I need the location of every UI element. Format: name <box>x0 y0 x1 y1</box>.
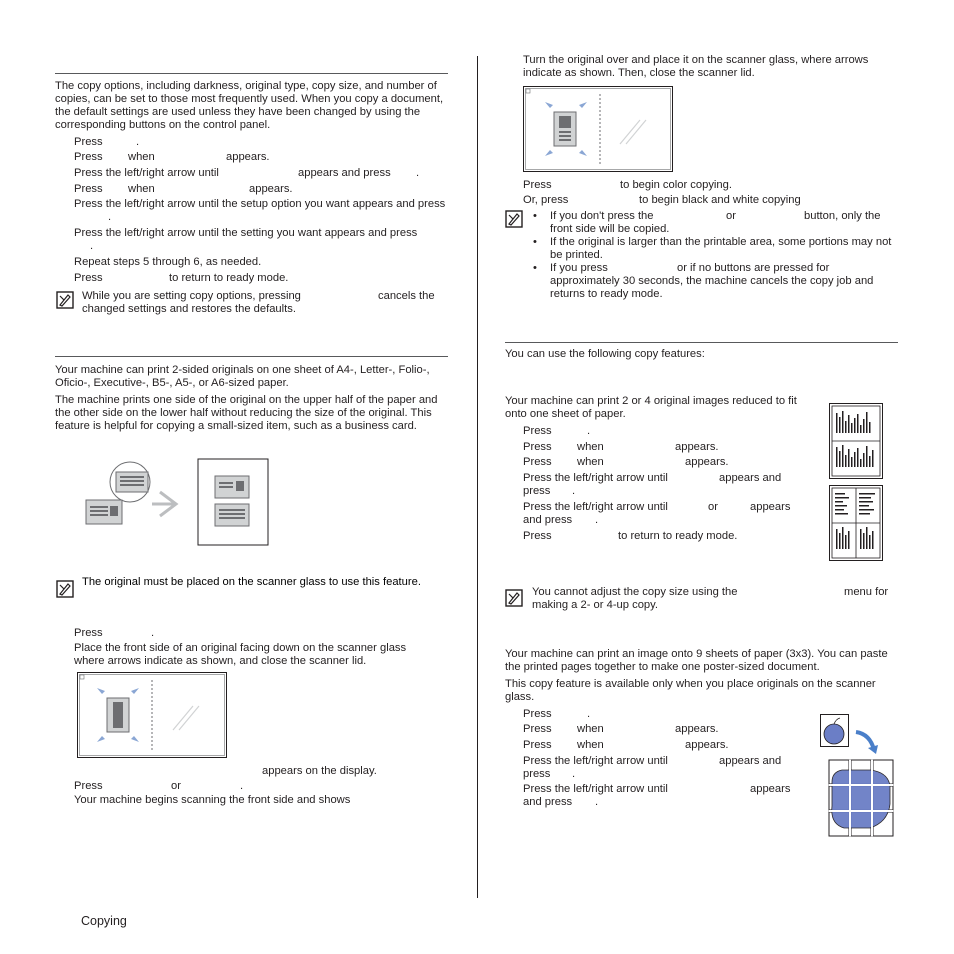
id-copy-illustration <box>82 456 272 548</box>
nup-step-6: Press to return to ready mode. <box>523 530 738 542</box>
color-start-instruction: Press to begin color copying. <box>523 179 732 191</box>
bullet-3: • If you press or if no buttons are pressed for approximately 30 seconds, the machine cancels the copy job and returns to ready mode. <box>533 262 874 300</box>
poster-paragraph-1: Your machine can print an image onto 9 sheets of paper (3x3). You can paste the printed pages together to make one poster-sized document. <box>505 648 888 673</box>
defaults-step-1: Press . <box>74 136 140 148</box>
poster-step-2: Press when appears. <box>523 723 719 735</box>
two-up-illustration <box>829 403 883 479</box>
poster-step-5: Press the left/right arrow until appears and press . <box>523 783 791 808</box>
features-intro: You can use the following copy features: <box>505 348 705 360</box>
bullet-2: • If the original is larger than the printable area, some portions may not be printed. <box>533 236 892 261</box>
nup-step-1: Press . <box>523 425 591 437</box>
nup-step-5: Press the left/right arrow until or appears and press . <box>523 501 791 526</box>
nup-step-2: Press when appears. <box>523 441 719 453</box>
nup-step-3: Press when appears. <box>523 456 729 468</box>
poster-paragraph-2: This copy feature is available only when you place originals on the scanner glass. <box>505 678 876 703</box>
scanner-glass-back-illustration <box>523 86 673 172</box>
defaults-step-6: Press the left/right arrow until the setting you want appears and press . <box>74 227 418 252</box>
id-copy-note: The original must be placed on the scanner glass to use this feature. <box>82 576 421 588</box>
section-rule-defaults <box>55 73 448 74</box>
id-step-2: Place the front side of an original facing down on the scanner glass where arrows indicate as shown, and close the scanner lid. <box>74 642 407 667</box>
note-icon <box>505 210 523 228</box>
defaults-step-4: Press when appears. <box>74 183 293 195</box>
scanner-glass-front-illustration <box>77 672 227 758</box>
four-up-illustration <box>829 485 883 561</box>
note-icon <box>56 291 74 309</box>
note-icon <box>56 580 74 598</box>
bw-start-instruction: Or, press to begin black and white copying <box>523 194 801 206</box>
defaults-step-7: Repeat steps 5 through 6, as needed. <box>74 256 262 268</box>
defaults-step-8: Press to return to ready mode. <box>74 272 289 284</box>
id-copy-paragraph-1: Your machine can print 2-sided originals on one sheet of A4-, Letter-, Folio-, Oficio-, Executive-, B5-, A5-, or A6-sized paper. <box>55 364 430 389</box>
defaults-intro-paragraph: The copy options, including darkness, original type, copy size, and number of copies, can be set to those most frequently used. When you copy a document, the default settings are used unless they have been changed by using the corresponding buttons on the control panel. <box>55 80 444 131</box>
poster-step-1: Press . <box>523 708 591 720</box>
note-icon <box>505 589 523 607</box>
id-step-1: Press . <box>74 627 155 639</box>
section-rule-id-copy <box>55 356 448 357</box>
column-divider <box>477 56 478 898</box>
section-rule-features <box>505 342 898 343</box>
id-step-4: Press or . <box>74 780 244 792</box>
poster-step-4: Press the left/right arrow until appears and press . <box>523 755 782 780</box>
id-step-3: appears on the display. <box>262 765 377 777</box>
nup-note: You cannot adjust the copy size using the menu for making a 2- or 4-up copy. <box>532 586 889 611</box>
turn-over-instruction: Turn the original over and place it on the scanner glass, where arrows indicate as shown. Then, close the scanner lid. <box>523 54 869 79</box>
defaults-note: While you are setting copy options, pressing cancels the changed settings and restores the defaults. <box>82 290 435 315</box>
nup-step-4: Press the left/right arrow until appears and press . <box>523 472 782 497</box>
footer-label: Copying <box>81 914 127 928</box>
id-step-5: Your machine begins scanning the front side and shows <box>74 794 351 806</box>
poster-illustration <box>818 712 898 840</box>
id-copy-paragraph-2: The machine prints one side of the original on the upper half of the paper and the other side on the lower half without reducing the size of the original. This feature is helpful for copying a small-sized item, such as a business card. <box>55 394 438 432</box>
defaults-step-2: Press when appears. <box>74 151 270 163</box>
poster-step-3: Press when appears. <box>523 739 729 751</box>
defaults-step-5: Press the left/right arrow until the setup option you want appears and press . <box>74 198 446 223</box>
defaults-step-3: Press the left/right arrow until appears and press . <box>74 167 420 179</box>
nup-paragraph: Your machine can print 2 or 4 original images reduced to fit onto one sheet of paper. <box>505 395 797 420</box>
bullet-1: • If you don't press the or button, only the front side will be copied. <box>533 210 881 235</box>
